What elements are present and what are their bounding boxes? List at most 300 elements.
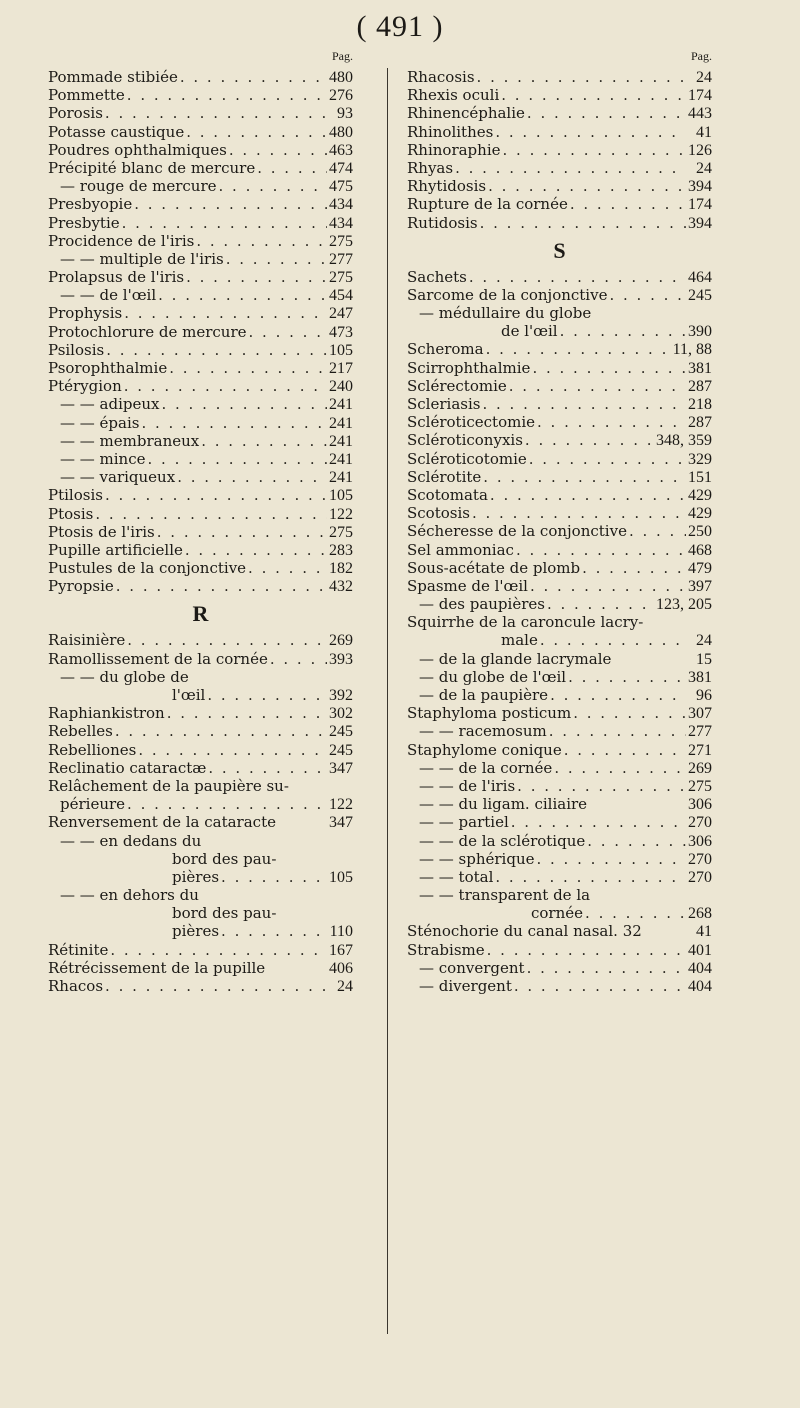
index-entry (407, 595, 712, 613)
index-entry (407, 904, 712, 922)
index-entry (407, 413, 712, 431)
entry-term: Rhacos (48, 977, 104, 995)
entry-page: 182 (329, 560, 353, 578)
index-entry (48, 468, 353, 486)
section-letter: R (192, 601, 209, 627)
index-entry (48, 359, 353, 377)
entry-term: — — racemosum (419, 722, 547, 741)
entry-term: — rouge de mercure (60, 177, 217, 196)
index-entry (48, 486, 353, 504)
entry-page: 122 (329, 796, 353, 814)
leader-dots (161, 395, 327, 413)
entry-page: 24 (337, 978, 353, 995)
entry-page: 277 (329, 250, 353, 268)
entry-page: 11, 88 (672, 341, 712, 359)
index-entry (48, 104, 353, 122)
entry-term: — convergent (419, 958, 525, 977)
entry-term: Rhexis oculi (407, 86, 500, 105)
index-entry (48, 668, 353, 686)
index-entry (407, 395, 712, 413)
entry-page: 404 (688, 978, 712, 995)
entry-page: 276 (329, 87, 353, 105)
entry-page: 123, 205 (656, 596, 712, 614)
index-entry (48, 741, 353, 759)
index-entry (48, 304, 353, 322)
leader-dots (570, 195, 686, 213)
entry-page: 174 (688, 196, 712, 214)
leader-dots (532, 359, 686, 377)
index-entry (407, 159, 712, 177)
entry-page: 15 (696, 650, 712, 668)
leader-dots (514, 977, 686, 995)
leader-dots (127, 86, 327, 104)
entry-term: — — de l'œil (60, 286, 157, 305)
leader-dots (134, 195, 327, 213)
entry-term: — — en dehors du (60, 886, 199, 905)
entry-term: Ptosis (48, 504, 94, 523)
index-entry (48, 868, 353, 886)
leader-dots (127, 631, 327, 649)
entry-page: 475 (329, 178, 353, 196)
leader-dots (550, 686, 686, 704)
leader-dots (486, 340, 671, 358)
entry-page: 443 (688, 105, 712, 123)
leader-dots (511, 813, 686, 831)
index-entry (407, 340, 712, 358)
entry-page: 240 (329, 378, 353, 396)
index-entry (407, 377, 712, 395)
entry-page: 473 (329, 323, 353, 341)
leader-dots (564, 741, 686, 759)
entry-page: 271 (688, 741, 712, 759)
index-entry (48, 541, 353, 559)
entry-page: 474 (329, 159, 353, 177)
index-entry (407, 177, 712, 195)
index-column-right (407, 44, 712, 995)
index-entry (48, 759, 353, 777)
entry-page: 381 (688, 359, 712, 377)
entry-page: 302 (329, 705, 353, 723)
entry-term: Pyropsie (48, 577, 114, 596)
leader-dots (105, 486, 327, 504)
leader-dots (527, 959, 686, 977)
entry-term: — médullaire du globe (419, 304, 592, 323)
leader-dots (560, 322, 686, 340)
entry-page: 275 (329, 269, 353, 287)
index-entry (407, 650, 712, 668)
leader-dots (472, 504, 686, 522)
entry-page: 434 (329, 214, 353, 232)
leader-dots (455, 159, 686, 177)
entry-page: 275 (329, 523, 353, 541)
leader-dots (249, 323, 327, 341)
leader-dots (167, 704, 327, 722)
entry-page: 241 (329, 396, 353, 414)
entry-term: — — de la cornée (419, 758, 553, 777)
leader-dots (186, 268, 327, 286)
index-entry (48, 850, 353, 868)
leader-dots (529, 450, 686, 468)
entry-page: 96 (696, 687, 712, 704)
entry-page: 329 (688, 450, 712, 468)
entry-term: Scleriasis (407, 395, 481, 413)
index-entry (407, 541, 712, 559)
entry-term: — — de l'iris (419, 776, 516, 795)
entry-term: pières (172, 922, 220, 941)
index-entry (48, 650, 353, 668)
leader-dots (587, 832, 686, 850)
leader-dots (141, 414, 327, 432)
entry-term: Rétinite (48, 940, 109, 959)
index-entry (48, 323, 353, 341)
entry-term: Reclinatio cataractæ (48, 758, 207, 777)
entry-page: 463 (329, 141, 353, 159)
entry-term: Ramollissement de la cornée (48, 649, 268, 668)
entry-term: — — adipeux (60, 395, 160, 414)
entry-page: 167 (329, 941, 353, 959)
entry-term: Prophysis (48, 304, 123, 323)
entry-page: 381 (688, 668, 712, 686)
entry-term: Scheroma (407, 340, 484, 359)
leader-dots (122, 214, 327, 232)
entry-term: Sachets (407, 267, 467, 286)
column-divider (387, 68, 388, 1334)
index-entry (407, 795, 712, 813)
leader-dots (525, 431, 654, 449)
entry-page: 404 (688, 959, 712, 977)
entry-page: 105 (329, 487, 353, 505)
index-entry (407, 322, 712, 340)
entry-page: 277 (688, 723, 712, 741)
entry-page: 306 (688, 796, 712, 814)
index-entry (48, 559, 353, 577)
entry-page: 307 (688, 705, 712, 723)
entry-page: 24 (696, 632, 712, 650)
entry-term: Scléroticonyxis (407, 431, 523, 450)
entry-page: 250 (688, 523, 712, 541)
index-entry (407, 486, 712, 504)
entry-page: 270 (688, 850, 712, 868)
entry-page: 245 (688, 286, 712, 304)
entry-term: Prolapsus de l'iris (48, 268, 185, 287)
index-entry (407, 123, 712, 141)
entry-term: Ptérygion (48, 377, 122, 396)
entry-page: 454 (329, 287, 353, 305)
index-entry (48, 832, 353, 850)
index-entry (407, 959, 712, 977)
entry-term: Raisinière (48, 631, 126, 650)
leader-dots (115, 722, 327, 740)
pag-label: Pag. (332, 49, 353, 63)
leader-dots (207, 686, 327, 704)
entry-page: 105 (329, 341, 353, 359)
entry-term: bord des pau- (172, 904, 277, 923)
entry-page: 174 (688, 87, 712, 105)
entry-page: 270 (688, 814, 712, 832)
entry-page: 394 (688, 178, 712, 196)
index-entry (48, 795, 353, 813)
entry-term: Sarcome de la conjonctive (407, 285, 608, 304)
leader-dots (554, 759, 686, 777)
index-entry (407, 195, 712, 213)
entry-term: Protochlorure de mercure (48, 322, 247, 341)
leader-dots (157, 523, 327, 541)
entry-term: Potasse caustique (48, 122, 185, 141)
index-entry (48, 577, 353, 595)
entry-term: — — membraneux (60, 431, 200, 450)
leader-dots (483, 468, 686, 486)
entry-term: — de la paupière (419, 686, 549, 704)
index-entry (407, 686, 712, 704)
entry-page: 110 (329, 923, 353, 941)
entry-term: Psorophthalmie (48, 359, 168, 377)
entry-term: Sténochorie du canal nasal. 32 (407, 922, 642, 941)
entry-page: 24 (696, 69, 712, 86)
index-entry (48, 195, 353, 213)
entry-term: male (501, 631, 538, 650)
entry-page: 275 (688, 777, 712, 795)
index-entry (407, 704, 712, 722)
entry-page: 432 (329, 578, 353, 596)
entry-page: 41 (696, 923, 712, 941)
index-entry (48, 177, 353, 195)
index-entry (48, 159, 353, 177)
leader-dots (516, 541, 686, 559)
entry-page: 105 (329, 868, 353, 886)
leader-dots (573, 704, 686, 722)
entry-page: 347 (329, 814, 353, 832)
leader-dots (547, 595, 654, 613)
leader-dots (95, 505, 327, 523)
entry-page: 283 (329, 541, 353, 559)
leader-dots (530, 577, 686, 595)
index-entry (407, 68, 712, 86)
entry-term: bord des pau- (172, 849, 277, 868)
entry-term: l'œil (172, 686, 206, 704)
leader-dots (609, 286, 686, 304)
leader-dots (480, 214, 686, 232)
entry-term: Ptosis de l'iris (48, 522, 155, 541)
leader-dots (540, 631, 686, 649)
index-entry (48, 432, 353, 450)
entry-page: 406 (329, 959, 353, 977)
entry-page: 275 (329, 232, 353, 250)
index-entry (407, 86, 712, 104)
leader-dots (105, 977, 327, 995)
entry-term: Rebelles (48, 722, 113, 741)
index-entry (407, 559, 712, 577)
index-entry (48, 214, 353, 232)
entry-page: 41 (696, 123, 712, 141)
index-entry (48, 68, 353, 86)
entry-term: Raphiankistron (48, 704, 165, 723)
index-entry (48, 813, 353, 831)
leader-dots (229, 141, 327, 159)
leader-dots (105, 104, 327, 122)
entry-term: Rebelliones (48, 740, 137, 759)
entry-page: 390 (688, 323, 712, 341)
entry-page: 269 (688, 759, 712, 777)
entry-term: Squirrhe de la caroncule lacry- (407, 613, 644, 632)
entry-term: Ptilosis (48, 486, 103, 505)
index-entry (407, 759, 712, 777)
entry-term: — du globe de l'œil (419, 667, 567, 686)
entry-term: — — total (419, 867, 494, 886)
entry-page: 268 (688, 905, 712, 923)
entry-term: Sécheresse de la conjonctive (407, 522, 627, 541)
index-entry (48, 86, 353, 104)
index-entry (407, 668, 712, 686)
leader-dots (116, 577, 327, 595)
index-entry (407, 813, 712, 831)
entry-page: 397 (688, 577, 712, 595)
leader-dots (110, 941, 327, 959)
pag-label: Pag. (691, 49, 712, 63)
entry-term: Sclérectomie (407, 376, 507, 395)
entry-page: 241 (329, 469, 353, 487)
entry-term: Scotosis (407, 504, 470, 523)
entry-page: 480 (329, 123, 353, 141)
section-letter: S (553, 237, 566, 263)
entry-term: Spasme de l'œil (407, 576, 528, 595)
entry-list-right (407, 68, 712, 995)
leader-dots (527, 104, 686, 122)
index-entry (407, 886, 712, 904)
index-entry (48, 141, 353, 159)
entry-page: 393 (329, 650, 353, 668)
entry-term: Scotomata (407, 485, 488, 504)
entry-page: 269 (329, 632, 353, 650)
index-entry (48, 941, 353, 959)
index-entry (48, 250, 353, 268)
index-entry (48, 450, 353, 468)
index-entry (48, 704, 353, 722)
entry-list-left (48, 68, 353, 995)
index-entry (407, 104, 712, 122)
entry-term: — — variqueux (60, 468, 176, 487)
leader-dots (477, 68, 686, 86)
leader-dots (127, 795, 327, 813)
index-entry (407, 304, 712, 322)
index-entry (407, 613, 712, 631)
leader-dots (226, 250, 327, 268)
leader-dots (549, 722, 686, 740)
index-entry (48, 959, 353, 977)
leader-dots (487, 941, 686, 959)
entry-page: 245 (329, 723, 353, 741)
index-entry (48, 123, 353, 141)
entry-page: 241 (329, 450, 353, 468)
leader-dots (196, 232, 327, 250)
entry-term: Relâchement de la paupière su- (48, 776, 289, 795)
index-entry (407, 850, 712, 868)
entry-term: — — épais (60, 413, 140, 432)
entry-term: Pupille artificielle (48, 540, 183, 559)
entry-page: 245 (329, 741, 353, 759)
leader-dots (248, 559, 327, 577)
index-entry (407, 268, 712, 286)
index-entry (407, 722, 712, 740)
leader-dots (501, 86, 686, 104)
leader-dots (148, 450, 328, 468)
entry-term: — — de la sclérotique (419, 831, 586, 850)
leader-dots (517, 777, 686, 795)
leader-dots (537, 413, 686, 431)
entry-page: 468 (688, 541, 712, 559)
index-entry (407, 359, 712, 377)
leader-dots (221, 868, 327, 886)
index-entry (407, 631, 712, 649)
entry-page: 464 (688, 268, 712, 286)
index-entry (407, 922, 712, 940)
leader-dots (180, 68, 327, 86)
entry-term: Sel ammoniac (407, 540, 514, 559)
leader-dots (158, 286, 327, 304)
index-entry (48, 777, 353, 795)
leader-dots (585, 904, 686, 922)
entry-term: cornée (531, 904, 584, 923)
entry-page: 429 (688, 505, 712, 523)
index-entry (407, 522, 712, 540)
entry-term: Rhytidosis (407, 177, 487, 196)
entry-page: 287 (688, 414, 712, 432)
entry-term: Poudres ophthalmiques (48, 140, 227, 159)
index-entry (407, 214, 712, 232)
index-entry (48, 631, 353, 649)
entry-term: — — sphérique (419, 849, 535, 868)
index-entry (407, 832, 712, 850)
index-entry (48, 977, 353, 995)
index-entry (48, 414, 353, 432)
index-entry (407, 504, 712, 522)
index-entry (48, 505, 353, 523)
entry-page: 241 (329, 432, 353, 450)
entry-term: Scirrophthalmie (407, 358, 531, 377)
entry-page: 479 (688, 559, 712, 577)
entry-term: Scléroticectomie (407, 413, 536, 432)
leader-dots (201, 432, 327, 450)
entry-term: Staphyloma posticum (407, 704, 572, 723)
entry-term: Rhinolithes (407, 122, 494, 141)
entry-term: Rhinencéphalie (407, 104, 525, 123)
index-entry (48, 341, 353, 359)
index-entry (407, 868, 712, 886)
leader-dots (221, 922, 327, 940)
leader-dots (568, 668, 686, 686)
index-entry (407, 777, 712, 795)
index-entry (407, 977, 712, 995)
entry-page: 348, 359 (656, 432, 712, 450)
index-entry (48, 523, 353, 541)
entry-term: Rhinoraphie (407, 140, 501, 159)
leader-dots (169, 359, 327, 377)
leader-dots (124, 377, 327, 395)
leader-dots (495, 868, 686, 886)
entry-term: Presbyopie (48, 195, 133, 214)
index-entry (407, 741, 712, 759)
entry-term: — — en dedans du (60, 831, 202, 850)
entry-page: 394 (688, 214, 712, 232)
entry-term: — — transparent de la (419, 886, 591, 905)
entry-page: 241 (329, 414, 353, 432)
entry-page: 434 (329, 196, 353, 214)
index-entry (48, 377, 353, 395)
leader-dots (536, 850, 686, 868)
entry-term: Psilosis (48, 340, 105, 359)
entry-term: — — partiel (419, 813, 509, 832)
index-entry (407, 286, 712, 304)
entry-page: 126 (688, 141, 712, 159)
